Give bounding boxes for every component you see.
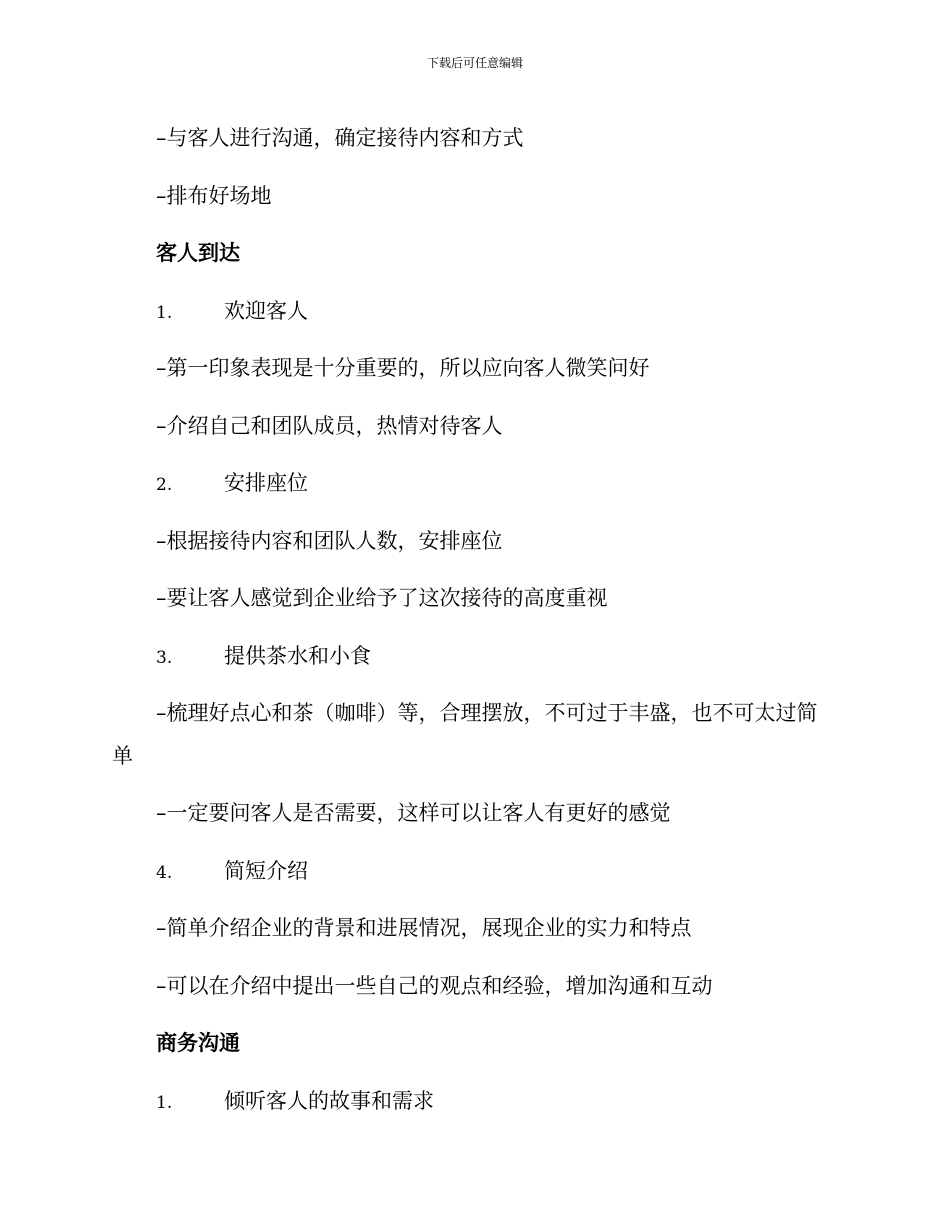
bullet-line: –排布好场地 bbox=[156, 183, 272, 208]
bullet-line: –根据接待内容和团队人数，安排座位 bbox=[156, 528, 503, 553]
numbered-item bbox=[112, 843, 832, 901]
bullet-line: –一定要问客人是否需要，这样可以让客人有更好的感觉 bbox=[156, 801, 671, 825]
numbered-item bbox=[112, 455, 832, 513]
section-heading: 商务沟通 bbox=[156, 1031, 240, 1055]
item-text: 提供茶水和小食 bbox=[224, 643, 371, 668]
item-number: 3. bbox=[156, 647, 173, 668]
item-number: 1. bbox=[156, 1092, 173, 1113]
numbered-item bbox=[112, 283, 832, 341]
bullet-line: –简单介绍企业的背景和进展情况，展现企业的实力和特点 bbox=[156, 916, 692, 940]
item-number: 1. bbox=[156, 302, 173, 323]
bullet-line: –介绍自己和团队成员，热情对待客人 bbox=[156, 413, 503, 438]
bullet-line: –要让客人感觉到企业给予了这次接待的高度重视 bbox=[156, 586, 608, 610]
numbered-item bbox=[112, 628, 832, 686]
section-heading: 客人到达 bbox=[156, 241, 240, 265]
bullet-paragraph: –梳理好点心和茶（咖啡）等，合理摆放，不可过于丰盛，也不可太过简单 bbox=[112, 701, 818, 768]
bullet-line: –可以在介绍中提出一些自己的观点和经验，增加沟通和互动 bbox=[156, 973, 713, 998]
item-text: 安排座位 bbox=[224, 471, 308, 495]
bullet-line: –第一印象表现是十分重要的，所以应向客人微笑问好 bbox=[156, 356, 650, 380]
numbered-item bbox=[112, 1073, 832, 1131]
document-body bbox=[112, 110, 832, 1130]
item-number: 2. bbox=[156, 475, 173, 495]
item-text: 倾听客人的故事和需求 bbox=[224, 1088, 434, 1113]
item-number: 4. bbox=[156, 862, 173, 883]
item-text: 简短介绍 bbox=[224, 858, 308, 883]
item-text: 欢迎客人 bbox=[224, 298, 308, 323]
bullet-line: –与客人进行沟通，确定接待内容和方式 bbox=[156, 126, 524, 150]
page-header: 下载后可任意编辑 bbox=[426, 56, 523, 70]
